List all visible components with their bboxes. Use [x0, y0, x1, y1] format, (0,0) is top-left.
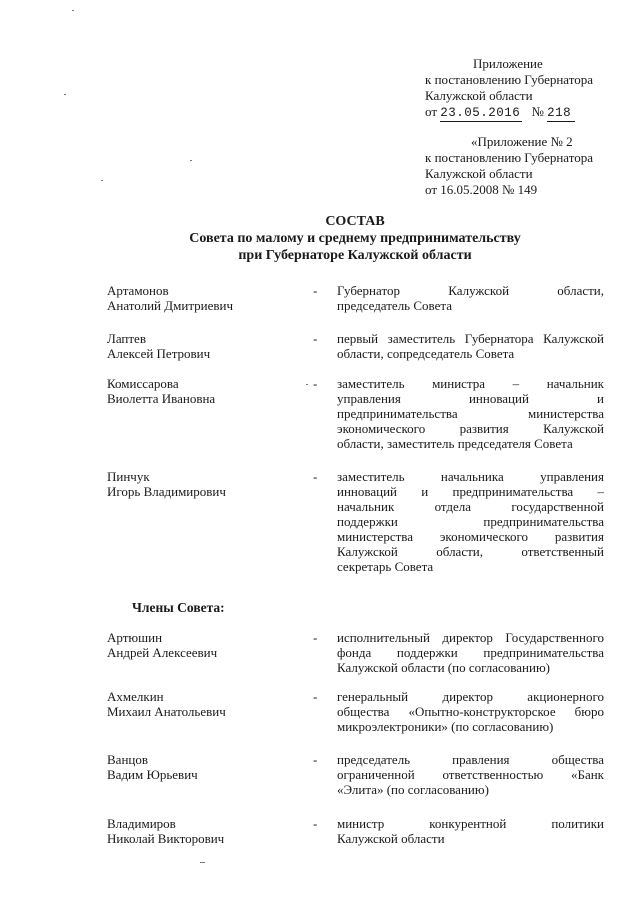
original-appendix-block	[425, 134, 593, 198]
appendix-block	[425, 56, 593, 122]
member-given-name: Игорь Владимирович	[107, 484, 226, 499]
member-surname: Артюшин	[107, 630, 163, 645]
separator-dash: -	[313, 816, 318, 831]
scan-speck	[306, 384, 308, 385]
member-role: заместитель министра – начальник управления инноваций и предпринимательства министерства экономического развития Калужской области, заместитель председателя Совета	[337, 376, 604, 451]
document-title	[0, 213, 640, 264]
members-heading: Члены Совета:	[132, 600, 225, 615]
separator-dash: -	[313, 283, 318, 298]
separator-dash: -	[313, 469, 318, 484]
member-surname: Владимиров	[107, 816, 176, 831]
separator-dash: -	[313, 630, 318, 645]
member-given-name: Николай Викторович	[107, 831, 225, 846]
original-region-line: Калужской области	[425, 166, 533, 181]
separator-dash: -	[313, 752, 318, 767]
separator-dash: -	[313, 376, 318, 391]
member-name	[107, 469, 307, 499]
date-prefix: от	[425, 104, 438, 119]
appendix-date-line	[425, 104, 593, 122]
member-role: заместитель начальника управления инноваций и предпринимательства – начальник отдела государственной поддержки предпринимательства министерства экономического развития Калужской области, ответственный секретарь Совета	[337, 469, 604, 574]
scan-speck	[200, 862, 205, 863]
scan-speck	[101, 180, 103, 181]
member-name	[107, 283, 307, 313]
decree-date: 23.05.2016	[440, 106, 521, 120]
member-surname: Пинчук	[107, 469, 150, 484]
member-surname: Ахмелкин	[107, 689, 164, 704]
member-given-name: Вадим Юрьевич	[107, 767, 198, 782]
member-name	[107, 630, 307, 660]
member-surname: Ванцов	[107, 752, 148, 767]
member-name	[107, 331, 307, 361]
member-surname: Комиссарова	[107, 376, 179, 391]
title-governor: при Губернаторе Калужской области	[238, 248, 472, 263]
original-decree-line: к постановлению Губернатора	[425, 150, 594, 165]
member-role: первый заместитель Губернатора Калужской области, сопредседатель Совета	[337, 331, 604, 361]
scan-speck	[190, 160, 192, 161]
member-surname: Лаптев	[107, 331, 146, 346]
member-name	[107, 376, 307, 406]
appendix-decree-line: к постановлению Губернатора	[425, 72, 594, 87]
member-role: председатель правления общества ограниченной ответственностью «Банк «Элита» (по согласованию)	[337, 752, 604, 797]
member-given-name: Андрей Алексеевич	[107, 645, 218, 660]
title-composition: СОСТАВ	[325, 214, 385, 229]
member-name	[107, 816, 307, 846]
separator-dash: -	[313, 331, 318, 346]
member-name	[107, 689, 307, 719]
member-given-name: Михаил Анатольевич	[107, 704, 226, 719]
separator-dash: -	[313, 689, 318, 704]
member-surname: Артамонов	[107, 283, 169, 298]
decree-number: 218	[547, 105, 575, 122]
member-role: министр конкурентной политики Калужской области	[337, 816, 604, 846]
member-role: исполнительный директор Государственного фонда поддержки предпринимательства Калужской области (по согласованию)	[337, 630, 604, 675]
appendix-region-line: Калужской области	[425, 88, 533, 103]
original-date-line: от 16.05.2008 № 149	[425, 182, 538, 197]
member-role: Губернатор Калужской области, председатель Совета	[337, 283, 604, 313]
member-role: генеральный директор акционерного общества «Опытно-конструкторское бюро микроэлектроники» (по согласованию)	[337, 689, 604, 734]
scan-speck	[64, 94, 66, 95]
scan-speck	[72, 10, 74, 11]
member-given-name: Анатолий Дмитриевич	[107, 298, 234, 313]
appendix-label: Приложение	[473, 56, 543, 71]
member-given-name: Алексей Петрович	[107, 346, 211, 361]
member-given-name: Виолетта Ивановна	[107, 391, 216, 406]
title-council: Совета по малому и среднему предпринимательству	[189, 231, 521, 246]
number-prefix: №	[531, 104, 544, 119]
original-appendix-label: «Приложение № 2	[471, 134, 573, 149]
member-name	[107, 752, 307, 782]
